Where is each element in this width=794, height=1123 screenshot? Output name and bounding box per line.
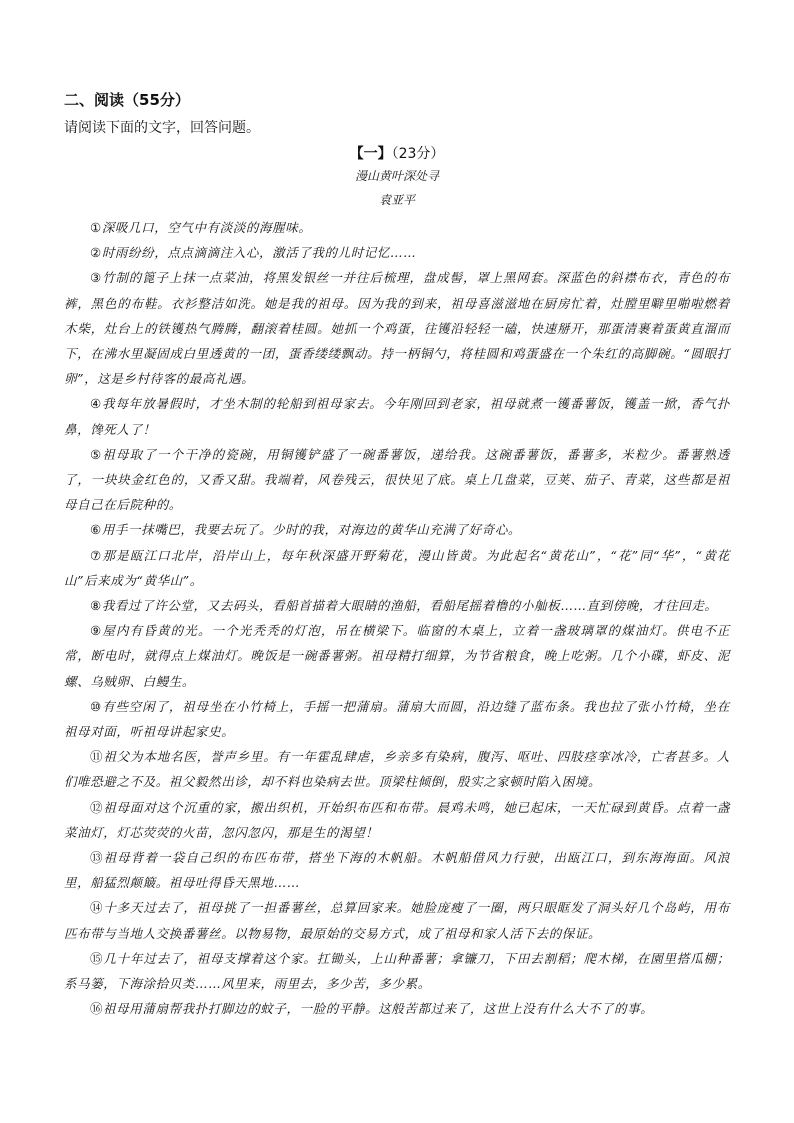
- paragraph-number: ⑤: [90, 446, 103, 462]
- paragraph: [64, 391, 730, 441]
- paragraph: [64, 744, 730, 794]
- paragraph: [64, 593, 730, 618]
- paragraph-number: ⑦: [90, 547, 103, 563]
- paragraph-text: 时雨纷纷，点点滴滴注入心，激活了我的儿时记忆……: [101, 245, 417, 261]
- paragraph: [64, 946, 730, 996]
- section-title: 二、阅读（55分）: [64, 91, 190, 109]
- paragraph-number: ⑫: [90, 799, 104, 815]
- paragraph-number: ⑩: [90, 698, 103, 714]
- paragraph-text: 几十年过去了，祖母支撑着这个家。扛锄头，上山种番薯；拿镰刀，下田去割稻；爬木梯，在園里搭瓜棚；系马篓，下海涂拾贝类……风里来，雨里去，多少苦，多少累。: [64, 950, 730, 992]
- paragraph-text: 祖父为本地名医，誉声乡里。有一年霍乱肆虐，乡亲多有染病，腹泻、呕吐、四肢痉挛冰冷，亡者甚多。人们唯恐避之不及。祖父毅然出诊，却不料也染病去世。顶梁柱倾倒，殷实之家顿时陷入困境。: [64, 749, 730, 790]
- paragraph-number: ⑨: [90, 623, 103, 639]
- paragraph-number: ⑭: [90, 900, 104, 916]
- paragraph-number: ⑬: [90, 850, 104, 866]
- paragraph-text: 十多天过去了，祖母挑了一担番薯丝，总算回家来。她脸庞瘦了一圈，两只眼眶发了洞头好几个岛屿，用布匹布带与当地人交换番薯丝。以物易物，最原始的交易方式，成了祖母和家人活下去的保证。: [64, 900, 730, 941]
- paragraph-number: ③: [90, 270, 103, 286]
- paragraph: [64, 996, 730, 1021]
- paragraph: [64, 845, 730, 895]
- essay-author: 袁亚平: [378, 193, 415, 207]
- paragraph: [64, 265, 730, 391]
- paragraph-number: ②: [90, 245, 102, 261]
- paragraph-number: ⑯: [90, 1001, 104, 1017]
- paragraph-text: 屋内有昏黄的光。一个光秃秃的灯泡，吊在横梁下。临窗的木桌上，立着一盏玻璃罩的煤油灯。供电不正常，断电时，就得点上煤油灯。晚饭是一碗番薯粥。祖母精打细算，为节省粮食，晚上吃粥。几个小碟，虾皮、泥螺、乌贼卵、白鳗生。: [64, 623, 730, 689]
- paragraph-text: 那是瓯江口北岸，沿岸山上，每年秋深盛开野菊花，漫山皆黄。为此起名“黄花山”，“花”同“华”，“黄花山”后来成为“黄华山”。: [64, 547, 730, 588]
- paragraph-text: 祖母取了一个干净的瓷碗，用铜镬铲盛了一碗番薯饭，递给我。这碗番薯饭，番薯多，米粒少。番薯熟透了，一块块金红色的，又香又甜。我端着，风卷残云，很快见了底。桌上几盘菜，豆荚、茄子、青菜，这些都是祖母自己在后院种的。: [64, 446, 730, 513]
- essay-body: [64, 215, 730, 1022]
- paragraph: [64, 795, 730, 845]
- paragraph-number: ①: [90, 220, 102, 235]
- paragraph-text: 祖母面对这个沉重的家，搬出织机，开始织布匹和布带。晨鸡未鸣，她已起床，一天忙碌到黄昏。点着一盏菜油灯，灯芯荧荧的火苗，忽闪忽闪，那是生的渴望！: [64, 799, 730, 840]
- paragraph: [64, 694, 730, 744]
- paragraph-text: 我看过了许公堂，又去码头，看船首描着大眼睛的渔船，看船尾摇着橹的小舢板……直到傍晚，才往回走。: [101, 598, 718, 614]
- paragraph: [64, 543, 730, 593]
- paragraph-text: 深吸几口，空气中有淡淡的海腥味。: [101, 220, 312, 235]
- paragraph-text: 有些空闲了，祖母坐在小竹椅上，手摇一把蒲扇。蒲扇大而圆，沿边缝了蓝布条。我也拉了张小竹椅，坐在祖母对面，听祖母讲起家史。: [64, 698, 730, 740]
- paragraph: [64, 215, 730, 240]
- paragraph: [64, 517, 730, 542]
- paragraph-text: 竹制的篦子上抹一点菜油，将黑发银丝一并往后梳理，盘成髻，罩上黑网套。深蓝色的斜襟布衣，青色的布裤，黑色的布鞋。衣衫整洁如洗。她是我的祖母。因为我的到来，祖母喜滋滋地在厨房忙着，灶膛里噼里啪啦燃着木柴，灶台上的铁镬热气腾腾，翻滚着桂圆。她抓一个鸡蛋，往镬沿轻轻一磕，快速掰开，那蛋清裹着蛋黄直溜而下，在沸水里凝固成白里透黄的一团，蛋香缕缕飘动。持一柄铜勺，将桂圆和鸡蛋盛在一个朱红的高脚碗。“圆眼打卵”，这是乡村待客的最高礼遇。: [64, 270, 730, 387]
- paragraph-text: 用手一抹嘴巴，我要去玩了。少时的我，对海边的黄华山充满了好奇心。: [101, 522, 522, 538]
- essay-title: 漫山黄叶深处寻: [354, 169, 439, 183]
- paragraph-text: 我每年放暑假时，才坐木制的轮船到祖母家去。今年刚回到老家，祖母就煮一镬番薯饭，镬盖一掀，香气扑鼻，馋死人了！: [64, 396, 730, 437]
- paragraph-text: 祖母用蒲扇帮我扑打脚边的蚊子，一脸的平静。这般苦都过来了，这世上没有什么大不了的事。: [103, 1001, 654, 1017]
- part-label: 【一】: [349, 146, 392, 162]
- paragraph-text: 祖母背着一袋自己织的布匹布带，搭坐下海的木帆船。木帆船借风力行驶，出瓯江口，到东海海面。风浪里，船猛烈颠簸。祖母吐得昏天黑地……: [64, 850, 730, 891]
- paragraph: [64, 442, 730, 518]
- paragraph-number: ⑧: [90, 598, 102, 614]
- paragraph: [64, 618, 730, 694]
- paragraph-number: ⑮: [90, 950, 104, 966]
- part-score: （23分）: [391, 146, 445, 162]
- part-title: [0, 143, 794, 163]
- paragraph-number: ⑥: [90, 522, 102, 538]
- instruction-text: 请阅读下面的文字，回答问题。: [64, 120, 260, 136]
- paragraph: [64, 895, 730, 945]
- paragraph: [64, 240, 730, 265]
- paragraph-number: ④: [90, 396, 103, 412]
- paragraph-number: ⑪: [90, 749, 104, 765]
